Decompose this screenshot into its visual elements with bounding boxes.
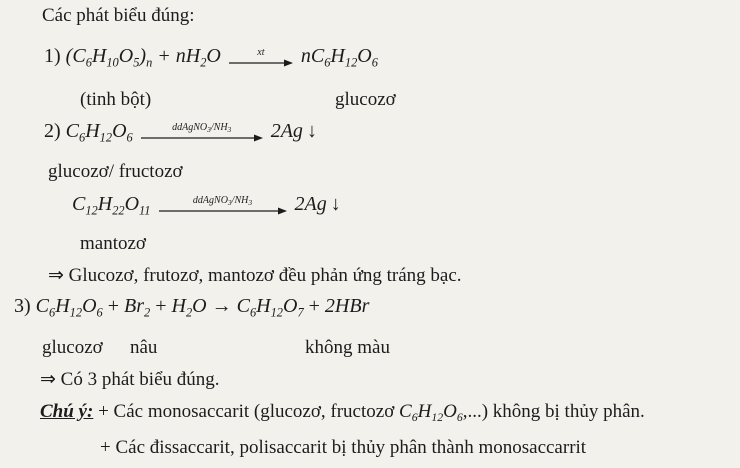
- label-starch: (tinh bột): [80, 89, 152, 110]
- precipitate-down-icon: ↓: [306, 120, 317, 142]
- note-line-1: Chú ý: + Các monosaccarit (glucozơ, fructozơ $C_6H_{12}O_6$,...) không bị thủy phân.: [40, 401, 645, 425]
- reaction-arrow-agno3: $ddAgNO_3/NH_3$: [159, 196, 287, 215]
- item-number: 1): [44, 45, 61, 67]
- formula-glucose: $C_6H_{12}O_6$: [35, 295, 103, 320]
- note-title: Chú ý:: [40, 401, 94, 422]
- note-line-2: + Các đissaccarit, polisaccarit bị thủy phân thành monosaccarrit: [100, 437, 587, 458]
- equation-2a: 2) $C_6H_{12}O_6$ $ddAgNO_3/NH_3$ 2Ag ↓: [44, 120, 317, 145]
- label-glucose: glucozơ: [335, 89, 396, 110]
- water-term: + $nH_2O$: [157, 45, 221, 70]
- equation-1: 1) $(C_6H_{10}O_5)_n + nH_2O$ xt $nC_6H_{12}O_6$: [44, 45, 378, 70]
- precipitate-down-icon: ↓: [330, 193, 341, 215]
- heading: Các phát biểu đúng:: [42, 5, 195, 26]
- reaction-arrow-icon: →: [211, 295, 232, 317]
- formula-glucose-product: $nC_6H_{12}O_6$: [300, 45, 378, 70]
- reaction-arrow-catalyst: xt: [229, 48, 293, 67]
- formula-hbr: 2HBr: [324, 295, 370, 317]
- arrow-icon: [159, 207, 287, 215]
- label-maltose: mantozơ: [80, 233, 146, 254]
- formula-water: $H_2O$: [171, 295, 207, 320]
- label-brown: nâu: [130, 337, 158, 358]
- conclusion-3: ⇒ Có 3 phát biểu đúng.: [40, 369, 220, 390]
- formula-monosaccharide: $C_6H_{12}O_6$: [399, 401, 463, 425]
- formula-maltose: $C_{12}H_{22}O_{11}$: [72, 193, 151, 218]
- conclusion-2: ⇒ Glucozơ, frutozơ, mantozơ đều phản ứng tráng bạc.: [48, 265, 462, 286]
- formula-bromine: $Br_2$: [124, 295, 151, 320]
- product-silver: 2Ag: [270, 120, 303, 142]
- formula-glucose: $C_6H_{12}O_6$: [65, 120, 133, 145]
- arrow-icon: [141, 134, 263, 142]
- equation-3: 3) $C_6H_{12}O_6 + Br_2 + H_2O \to C_6H_{12}O_7 + 2HBr$: [14, 295, 370, 320]
- label-colorless: không màu: [305, 337, 390, 358]
- formula-gluconic-acid: $C_6H_{12}O_7$: [236, 295, 304, 320]
- arrow-icon: [229, 59, 293, 67]
- label-glucose-fructose: glucozơ/ fructozơ: [48, 161, 183, 182]
- formula-starch: $C_6H_{10}O_5$: [72, 45, 140, 70]
- label-glucose-3: glucozơ: [42, 337, 103, 358]
- reaction-arrow-agno3: $ddAgNO_3/NH_3$: [141, 123, 263, 142]
- equation-2b: [72, 193, 341, 218]
- product-silver: 2Ag: [294, 193, 327, 215]
- lhs-open-paren: (: [65, 45, 73, 67]
